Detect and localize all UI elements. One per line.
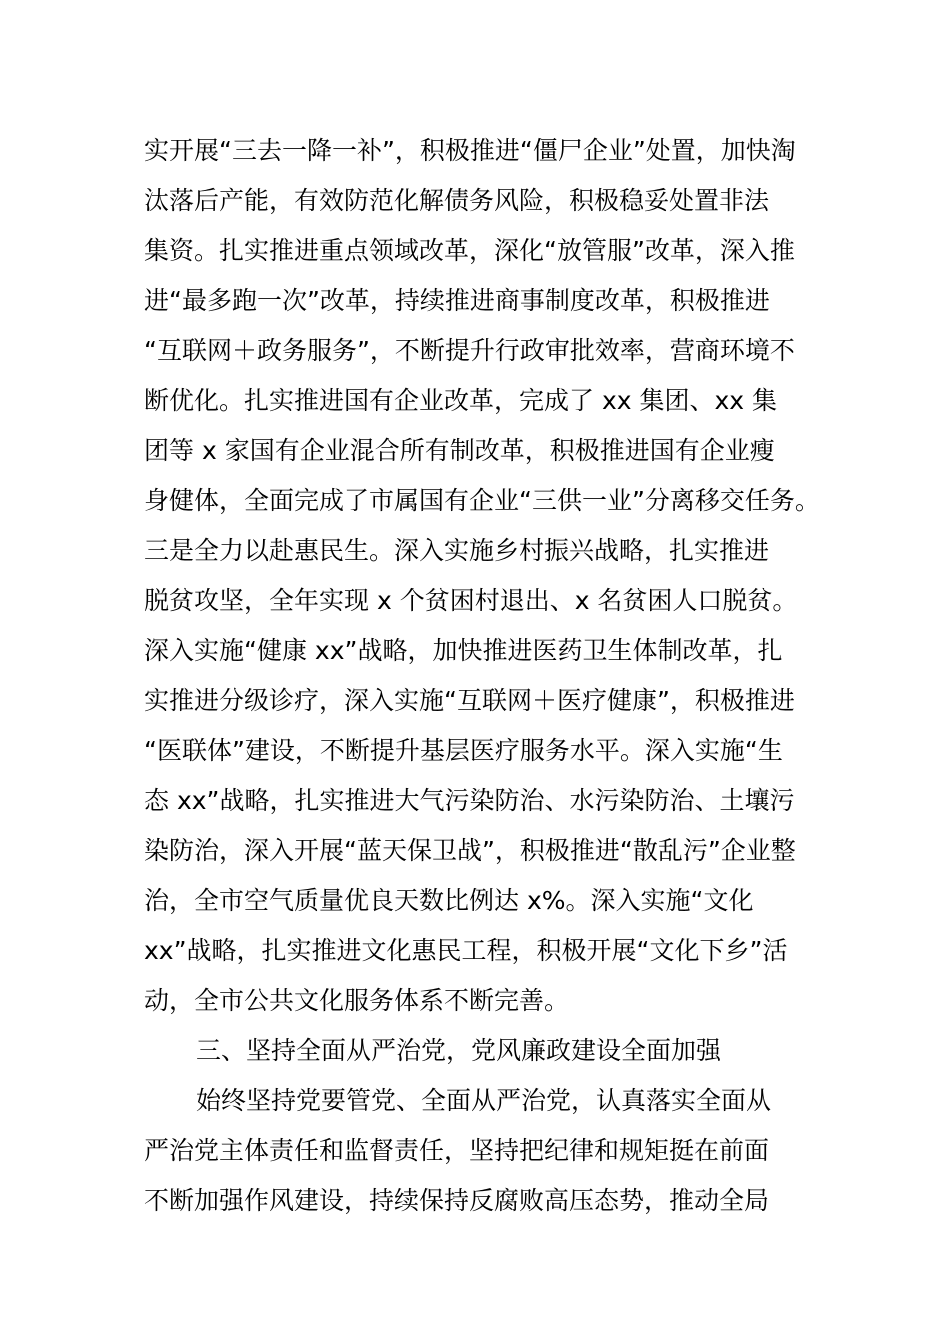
paragraph-line: “医联体”建设，不断提升基层医疗服务水平。深入实施“生 (144, 736, 783, 765)
paragraph-line: 严治党主体责任和监督责任，坚持把纪律和规矩挺在前面 (144, 1136, 770, 1165)
paragraph-line: 团等 x 家国有企业混合所有制改革，积极推进国有企业瘦 (144, 436, 775, 465)
paragraph-line: 不断加强作风建设，持续保持反腐败高压态势，推动全局 (144, 1186, 770, 1215)
paragraph-line: 始终坚持党要管党、全面从严治党，认真落实全面从 (196, 1086, 772, 1115)
paragraph-line: 实开展“三去一降一补”，积极推进“僵尸企业”处置，加快淘 (144, 136, 796, 165)
paragraph-line: 进“最多跑一次”改革，持续推进商事制度改革，积极推进 (144, 286, 770, 315)
paragraph-line: xx”战略，扎实推进文化惠民工程，积极开展“文化下乡”活 (144, 936, 788, 965)
section-heading: 三、坚持全面从严治党，党风廉政建设全面加强 (196, 1036, 722, 1065)
paragraph-line: 三是全力以赴惠民生。深入实施乡村振兴战略，扎实推进 (144, 536, 770, 565)
paragraph-line: 动，全市公共文化服务体系不断完善。 (144, 986, 570, 1015)
paragraph-line: 汰落后产能，有效防范化解债务风险，积极稳妥处置非法 (144, 186, 770, 215)
paragraph-line: 深入实施“健康 xx”战略，加快推进医药卫生体制改革，扎 (144, 636, 783, 665)
paragraph-line: 染防治，深入开展“蓝天保卫战”，积极推进“散乱污”企业整 (144, 836, 796, 865)
paragraph-line: 断优化。扎实推进国有企业改革，完成了 xx 集团、xx 集 (144, 386, 778, 415)
paragraph-line: 脱贫攻坚，全年实现 x 个贫困村退出、x 名贫困人口脱贫。 (144, 586, 798, 615)
paragraph-line: 实推进分级诊疗，深入实施“互联网＋医疗健康”，积极推进 (144, 686, 795, 715)
paragraph-line: “互联网＋政务服务”，不断提升行政审批效率，营商环境不 (144, 336, 795, 365)
paragraph-line: 态 xx”战略，扎实推进大气污染防治、水污染防治、土壤污 (144, 786, 795, 815)
paragraph-line: 身健体，全面完成了市属国有企业“三供一业”分离移交任务。 (144, 486, 820, 515)
paragraph-line: 集资。扎实推进重点领域改革，深化“放管服”改革，深入推 (144, 236, 795, 265)
paragraph-line: 治，全市空气质量优良天数比例达 x%。深入实施“文化 (144, 886, 754, 915)
document-body (144, 126, 824, 1226)
